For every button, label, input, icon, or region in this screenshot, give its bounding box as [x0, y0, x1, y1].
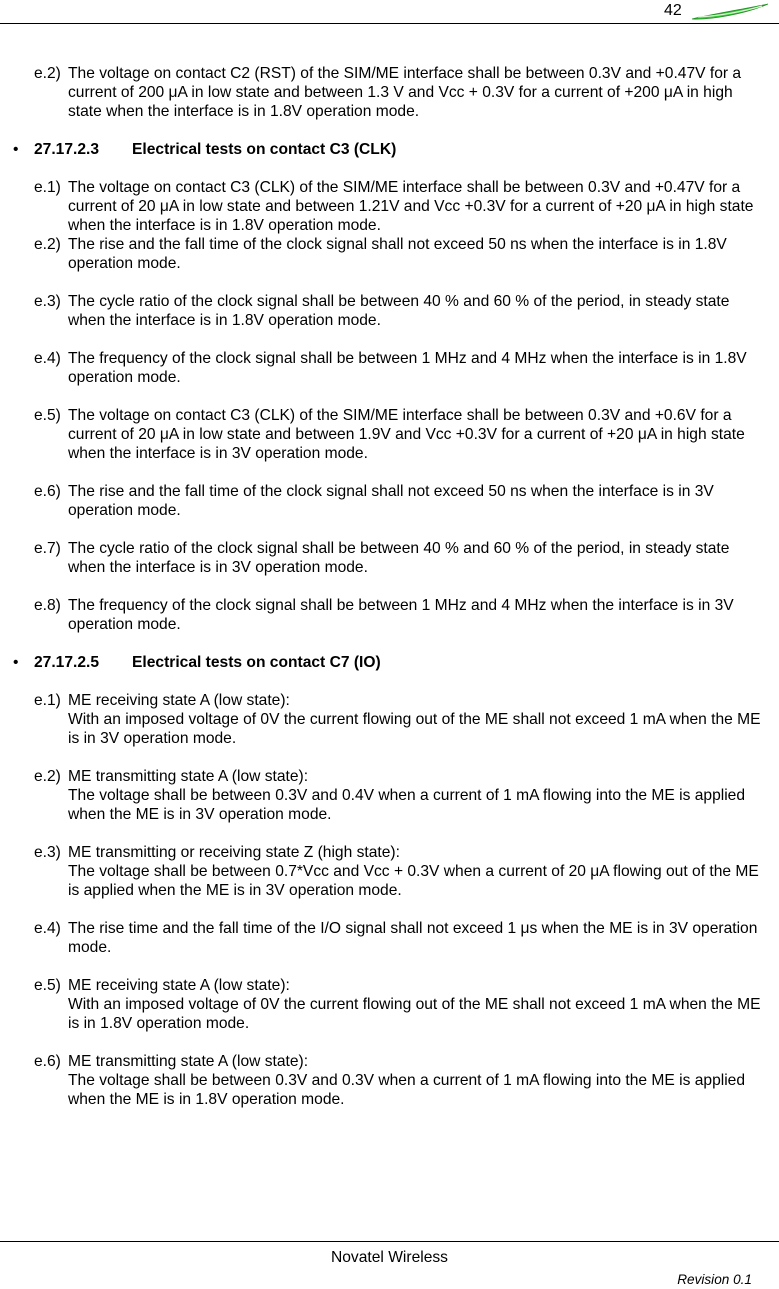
- c7-item-e4: [34, 919, 768, 957]
- item-title: ME transmitting state A (low state):: [68, 1053, 309, 1070]
- item-text: With an imposed voltage of 0V the current flowing out of the ME shall not exceed 1 mA when the ME is in 3V operation mode.: [68, 711, 761, 747]
- item-number: e.7): [34, 540, 61, 557]
- item-text: The cycle ratio of the clock signal shall be between 40 % and 60 % of the period, in steady state when the interface is in 3V operation mode.: [68, 540, 730, 576]
- item-title: ME receiving state A (low state):: [68, 977, 290, 994]
- item-number: e.2): [34, 236, 61, 253]
- c3-item-e1: [34, 178, 768, 235]
- item-text: With an imposed voltage of 0V the current flowing out of the ME shall not exceed 1 mA when the ME is in 1.8V operation mode.: [68, 996, 761, 1032]
- c2-item-e2: [34, 64, 768, 121]
- item-text: The cycle ratio of the clock signal shall be between 40 % and 60 % of the period, in steady state when the interface is in 1.8V operation mode.: [68, 293, 730, 329]
- item-number: e.3): [34, 293, 61, 310]
- footer-revision: Revision 0.1: [677, 1272, 752, 1287]
- item-number: e.1): [34, 179, 61, 196]
- c3-item-e2: [34, 235, 768, 273]
- footer-company: Novatel Wireless: [331, 1249, 448, 1266]
- page-number: 42: [664, 2, 682, 19]
- item-number: e.2): [34, 768, 61, 785]
- item-text: The rise and the fall time of the clock signal shall not exceed 50 ns when the interface is in 3V operation mode.: [68, 483, 714, 519]
- item-number: e.8): [34, 597, 61, 614]
- c3-item-e6: [34, 482, 768, 520]
- document-body: [0, 64, 779, 1109]
- item-number: e.6): [34, 483, 61, 500]
- item-text: The rise time and the fall time of the I/O signal shall not exceed 1 μs when the ME is in 3V operation mode.: [68, 920, 758, 956]
- c7-item-e2: [34, 767, 768, 824]
- item-text: The frequency of the clock signal shall be between 1 MHz and 4 MHz when the interface is in 3V operation mode.: [68, 597, 734, 633]
- item-text: The voltage shall be between 0.3V and 0.4V when a current of 1 mA flowing into the ME is applied when the ME is in 3V operation mode.: [68, 787, 746, 823]
- item-title: ME transmitting state A (low state):: [68, 768, 309, 785]
- item-text: The voltage on contact C2 (RST) of the SIM/ME interface shall be between 0.3V and +0.47V for a current of 200 μA in low state and between 1.3 V and Vcc + 0.3V for a current of +200 μA in high state when the interface is in 1.8V operation mode.: [68, 65, 742, 120]
- item-text: The voltage on contact C3 (CLK) of the SIM/ME interface shall be between 0.3V and +0.47V for a current of 20 μA in low state and between 1.21V and Vcc +0.3V for a current of +20 μA in high state when the interface is in 1.8V operation mode.: [68, 179, 754, 234]
- item-number: e.5): [34, 977, 61, 994]
- c3-item-e4: [34, 349, 768, 387]
- item-number: e.5): [34, 407, 61, 424]
- item-number: e.4): [34, 350, 61, 367]
- item-number: e.2): [34, 65, 61, 82]
- item-text: The voltage shall be between 0.7*Vcc and Vcc + 0.3V when a current of 20 μA flowing out of the ME is applied when the ME is in 3V operation mode.: [68, 863, 759, 899]
- c3-item-e5: [34, 406, 768, 463]
- section-number: 27.17.2.3: [34, 141, 100, 158]
- section-title: Electrical tests on contact C7 (IO): [132, 654, 381, 671]
- section-heading-c3: [0, 140, 779, 159]
- c7-item-e3: [34, 843, 768, 900]
- c3-item-e3: [34, 292, 768, 330]
- bullet-icon: •: [13, 654, 19, 671]
- item-text: The voltage on contact C3 (CLK) of the SIM/ME interface shall be between 0.3V and +0.6V for a current of 20 μA in low state and between 1.9V and Vcc +0.3V for a current of +20 μA in high state when the interface is in 3V operation mode.: [68, 407, 745, 462]
- header-rule: [0, 23, 779, 24]
- item-number: e.1): [34, 692, 61, 709]
- footer-rule: [0, 1241, 779, 1242]
- c7-item-e5: [34, 976, 768, 1033]
- c7-item-e1: [34, 691, 768, 748]
- section-title: Electrical tests on contact C3 (CLK): [132, 141, 397, 158]
- item-number: e.6): [34, 1053, 61, 1070]
- item-text: The voltage shall be between 0.3V and 0.3V when a current of 1 mA flowing into the ME is applied when the ME is in 1.8V operation mode.: [68, 1072, 746, 1108]
- c3-item-e7: [34, 539, 768, 577]
- novatel-swoosh-logo: [690, 0, 770, 22]
- item-number: e.3): [34, 844, 61, 861]
- bullet-icon: •: [13, 141, 19, 158]
- item-text: The rise and the fall time of the clock signal shall not exceed 50 ns when the interface is in 1.8V operation mode.: [68, 236, 727, 272]
- item-title: ME receiving state A (low state):: [68, 692, 290, 709]
- item-text: The frequency of the clock signal shall be between 1 MHz and 4 MHz when the interface is in 1.8V operation mode.: [68, 350, 747, 386]
- c3-item-e8: [34, 596, 768, 634]
- c7-item-e6: [34, 1052, 768, 1109]
- section-heading-c7: [0, 653, 779, 672]
- item-number: e.4): [34, 920, 61, 937]
- item-title: ME transmitting or receiving state Z (high state):: [68, 844, 400, 861]
- section-number: 27.17.2.5: [34, 654, 100, 671]
